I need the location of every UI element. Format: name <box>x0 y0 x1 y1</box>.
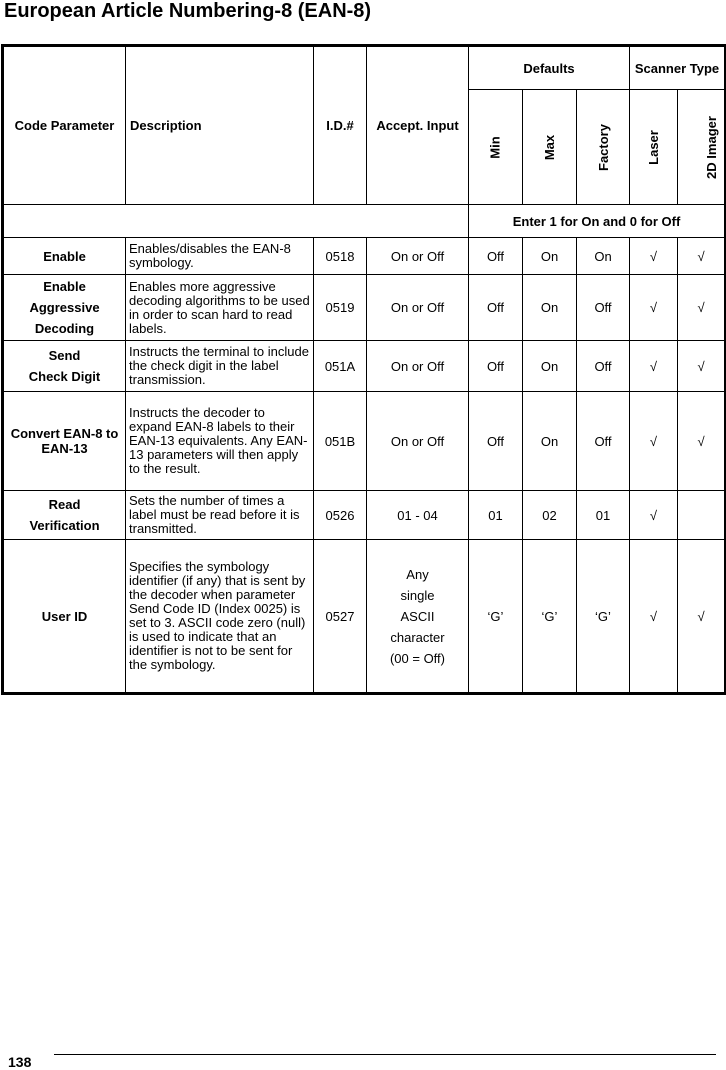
header-factory: Factory <box>595 123 611 171</box>
accept-input: On or Off <box>367 275 469 341</box>
header-laser: Laser <box>645 129 661 165</box>
accept-line: single <box>400 587 435 603</box>
default-min: Off <box>469 341 523 392</box>
id-number: 0518 <box>314 238 367 275</box>
code-parameter: User ID <box>3 540 126 694</box>
default-factory: On <box>577 238 630 275</box>
header-code-parameter: Code Parameter <box>3 46 126 205</box>
accept-input: On or Off <box>367 392 469 491</box>
description: Instructs the terminal to include the check digit in the label transmission. <box>126 341 314 392</box>
laser-check: √ <box>630 238 678 275</box>
header-scanner-type: Scanner Type <box>630 46 726 90</box>
imager-check: √ <box>678 540 726 694</box>
header-factory-cell <box>577 90 630 205</box>
default-min: 01 <box>469 491 523 540</box>
code-parameter: Convert EAN-8 to EAN-13 <box>3 392 126 491</box>
header-accept-input: Accept. Input <box>367 46 469 205</box>
description: Sets the number of times a label must be read before it is transmitted. <box>126 491 314 540</box>
code-parameter: Enable <box>3 238 126 275</box>
header-max-cell <box>523 90 577 205</box>
default-max: On <box>523 238 577 275</box>
accept-input: 01 - 04 <box>367 491 469 540</box>
id-number: 0527 <box>314 540 367 694</box>
default-max: ‘G’ <box>523 540 577 694</box>
header-defaults: Defaults <box>469 46 630 90</box>
default-factory: Off <box>577 392 630 491</box>
header-imager-cell <box>678 90 726 205</box>
header-min-cell <box>469 90 523 205</box>
default-max: On <box>523 341 577 392</box>
laser-check: √ <box>630 392 678 491</box>
code-parameter <box>3 275 126 341</box>
header-description: Description <box>126 46 314 205</box>
default-factory: Off <box>577 275 630 341</box>
accept-input <box>367 540 469 694</box>
header-id: I.D.# <box>314 46 367 205</box>
code-line: Read <box>48 497 81 512</box>
default-factory: Off <box>577 341 630 392</box>
imager-check <box>678 491 726 540</box>
imager-check: √ <box>678 341 726 392</box>
accept-line: (00 = Off) <box>389 650 446 666</box>
code-parameter <box>3 491 126 540</box>
description: Enables more aggressive decoding algorithms to be used in order to scan hard to read labels. <box>126 275 314 341</box>
default-min: Off <box>469 275 523 341</box>
accept-input: On or Off <box>367 238 469 275</box>
code-line: Check Digit <box>28 369 101 384</box>
default-factory: 01 <box>577 491 630 540</box>
description: Specifies the symbology identifier (if any) that is sent by the decoder when parameter Send Code ID (Index 0025) is set to 3. ASCII code zero (null) is used to indicate that an identifier is not to be sent for the symbology. <box>126 540 314 694</box>
table-row <box>3 341 726 392</box>
header-min: Min <box>487 135 503 159</box>
page-title: European Article Numbering-8 (EAN-8) <box>4 0 372 22</box>
default-max: On <box>523 392 577 491</box>
note-on-off: Enter 1 for On and 0 for Off <box>469 205 726 238</box>
default-max: 02 <box>523 491 577 540</box>
description: Instructs the decoder to expand EAN-8 labels to their EAN-13 equivalents. Any EAN-13 parameters will then apply to the result. <box>126 392 314 491</box>
code-line: Aggressive <box>29 300 100 315</box>
code-line: Enable <box>43 279 86 294</box>
laser-check: √ <box>630 275 678 341</box>
code-line: Verification <box>29 518 100 533</box>
laser-check: √ <box>630 491 678 540</box>
id-number: 051B <box>314 392 367 491</box>
table-row <box>3 238 726 275</box>
default-max: On <box>523 275 577 341</box>
table-row <box>3 540 726 694</box>
id-number: 0526 <box>314 491 367 540</box>
description: Enables/disables the EAN-8 symbology. <box>126 238 314 275</box>
footer-rule <box>54 1054 716 1055</box>
header-imager: 2D Imager <box>703 115 719 179</box>
note-spacer <box>3 205 469 238</box>
id-number: 0519 <box>314 275 367 341</box>
table-row <box>3 392 726 491</box>
default-factory: ‘G’ <box>577 540 630 694</box>
accept-input: On or Off <box>367 341 469 392</box>
page-number: 138 <box>8 1054 32 1070</box>
header-laser-cell <box>630 90 678 205</box>
code-parameter <box>3 341 126 392</box>
parameter-table <box>1 44 726 695</box>
accept-line: Any <box>406 566 429 582</box>
code-line: Send <box>48 348 81 363</box>
accept-line: character <box>390 629 445 645</box>
header-max: Max <box>541 134 557 160</box>
accept-line: ASCII <box>400 608 435 624</box>
default-min: Off <box>469 392 523 491</box>
default-min: ‘G’ <box>469 540 523 694</box>
default-min: Off <box>469 238 523 275</box>
laser-check: √ <box>630 540 678 694</box>
imager-check: √ <box>678 392 726 491</box>
id-number: 051A <box>314 341 367 392</box>
table-row <box>3 491 726 540</box>
code-line: Decoding <box>34 321 95 336</box>
table-row <box>3 275 726 341</box>
imager-check: √ <box>678 238 726 275</box>
laser-check: √ <box>630 341 678 392</box>
imager-check: √ <box>678 275 726 341</box>
